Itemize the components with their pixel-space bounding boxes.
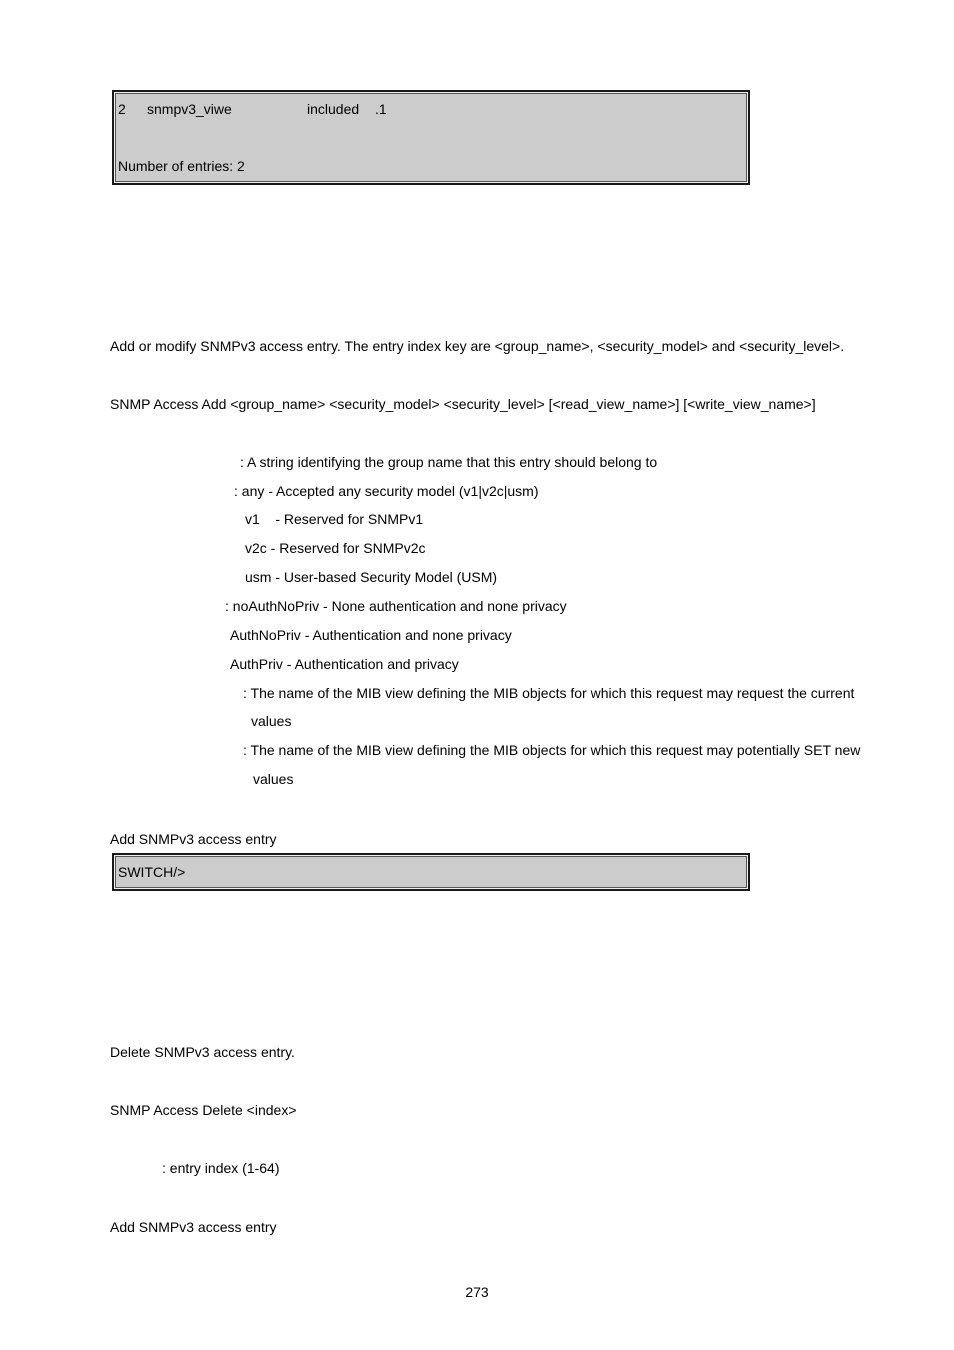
param-security-model-any: : any - Accepted any security model (v1|v2c|usm) (234, 483, 539, 499)
param-security-level-noauth: : noAuthNoPriv - None authentication and none privacy (225, 598, 567, 614)
param-read-view-line1: : The name of the MIB view defining the MIB objects for which this request may request the current (243, 685, 855, 701)
add-example-label: Add SNMPv3 access entry (110, 831, 277, 847)
param-index: : entry index (1-64) (162, 1160, 280, 1176)
add-description: Add or modify SNMPv3 access entry. The entry index key are <group_name>, <security_model> and <security_level>. (110, 338, 845, 354)
param-security-level-authpriv: AuthPriv - Authentication and privacy (230, 656, 459, 672)
param-group-name: : A string identifying the group name that this entry should belong to (240, 454, 658, 470)
param-security-model-v1: v1 - Reserved for SNMPv1 (245, 511, 424, 527)
console-prompt-text: SWITCH/> (118, 864, 186, 880)
delete-description: Delete SNMPv3 access entry. (110, 1044, 295, 1060)
console-row-view-name: snmpv3_viwe (147, 101, 232, 117)
param-security-model-v2c: v2c - Reserved for SNMPv2c (245, 540, 426, 556)
console-row-type: included (307, 101, 360, 117)
param-write-view-line1: : The name of the MIB view defining the MIB objects for which this request may potentially SET new (243, 742, 861, 758)
param-security-model-usm: usm - User-based Security Model (USM) (245, 569, 498, 585)
param-write-view-line2: values (253, 771, 294, 787)
console-entry-count: Number of entries: 2 (118, 158, 245, 174)
console-prompt-add (112, 853, 750, 891)
delete-syntax: SNMP Access Delete <index> (110, 1102, 297, 1118)
console-output-view-list (112, 90, 750, 185)
console-row-index: 2 (118, 101, 126, 117)
add-syntax: SNMP Access Add <group_name> <security_model> <security_level> [<read_view_name>] [<write_view_name>] (110, 396, 816, 412)
param-security-level-authnopriv: AuthNoPriv - Authentication and none privacy (230, 627, 512, 643)
delete-example-label: Add SNMPv3 access entry (110, 1219, 277, 1235)
console-row-oid: .1 (375, 101, 387, 117)
page-number: 273 (465, 1284, 489, 1300)
param-read-view-line2: values (251, 713, 292, 729)
